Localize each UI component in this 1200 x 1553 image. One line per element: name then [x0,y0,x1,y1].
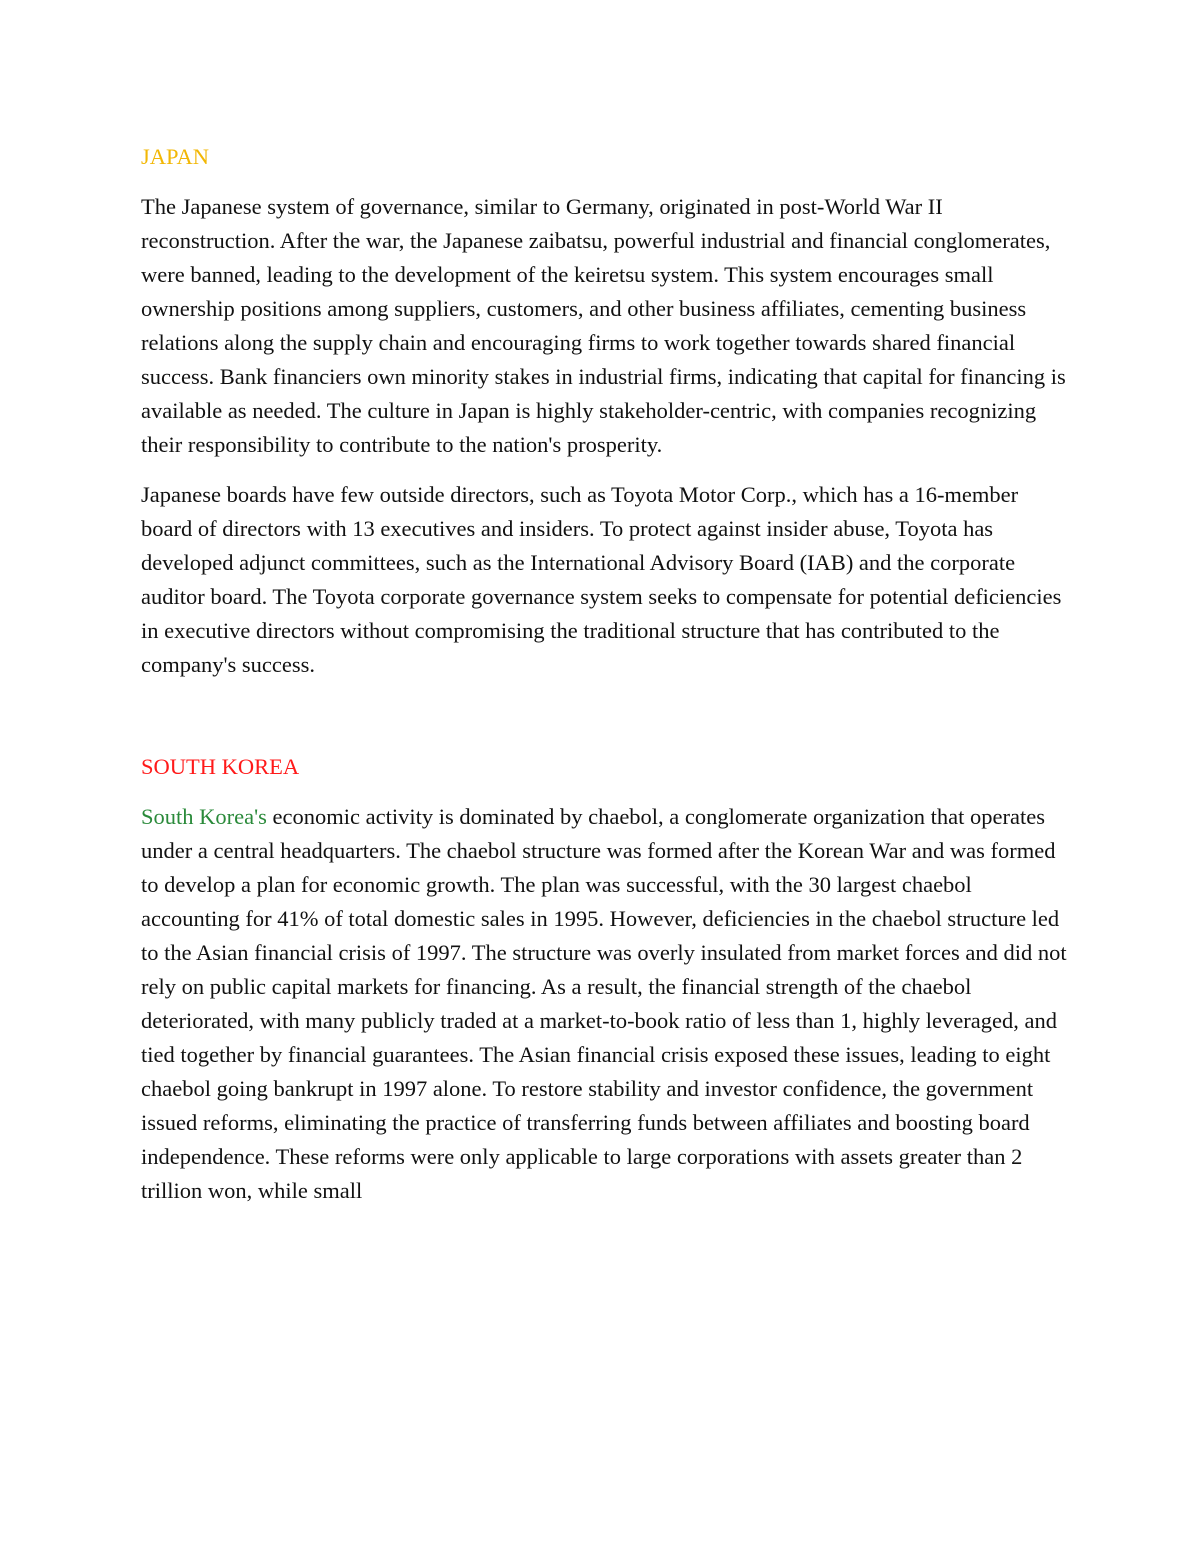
section-heading-japan: JAPAN [141,144,209,169]
section-heading-south-korea: SOUTH KOREA [141,754,300,779]
south-korea-paragraph-text: economic activity is dominated by chaebol, a conglomerate organization that operates under a central headquarters. The chaebol structure was formed after the Korean War and was formed to develop a plan for economic growth. The plan was successful, with the 30 largest chaebol accounting for 41% of total domestic sales in 1995. However, deficiencies in the chaebol structure led to the Asian financial crisis of 1997. The structure was overly insulated from market forces and did not rely on public capital markets for financing. As a result, the financial strength of the chaebol deteriorated, with many publicly traded at a market-to-book ratio of less than 1, highly leveraged, and tied together by financial guarantees. The Asian financial crisis exposed these issues, leading to eight chaebol going bankrupt in 1997 alone. To restore stability and investor confidence, the government issued reforms, eliminating the practice of transferring funds between affiliates and boosting board independence. These reforms were only applicable to large corporations with assets greater than 2 trillion won, while small [141,804,1067,1203]
section-spacer [141,698,1071,750]
south-korea-link[interactable]: South Korea's [141,804,267,829]
japan-paragraph-2: Japanese boards have few outside directors, such as Toyota Motor Corp., which has a 16-member board of directors with 13 executives and insiders. To protect against insider abuse, Toyota has developed adjunct committees, such as the International Advisory Board (IAB) and the corporate auditor board. The Toyota corporate governance system seeks to compensate for potential deficiencies in executive directors without compromising the traditional structure that has contributed to the company's success. [141,482,1062,677]
japan-paragraph-1: The Japanese system of governance, similar to Germany, originated in post-World War II reconstruction. After the war, the Japanese zaibatsu, powerful industrial and financial conglomerates, were banned, leading to the development of the keiretsu system. This system encourages small ownership positions among suppliers, customers, and other business affiliates, cementing business relations along the supply chain and encouraging firms to work together towards shared financial success. Bank financiers own minority stakes in industrial firms, indicating that capital for financing is available as needed. The culture in Japan is highly stakeholder-centric, with companies recognizing their responsibility to contribute to the nation's prosperity. [141,194,1066,457]
document-body [141,140,1071,1224]
south-korea-paragraph-1 [141,800,1071,1208]
